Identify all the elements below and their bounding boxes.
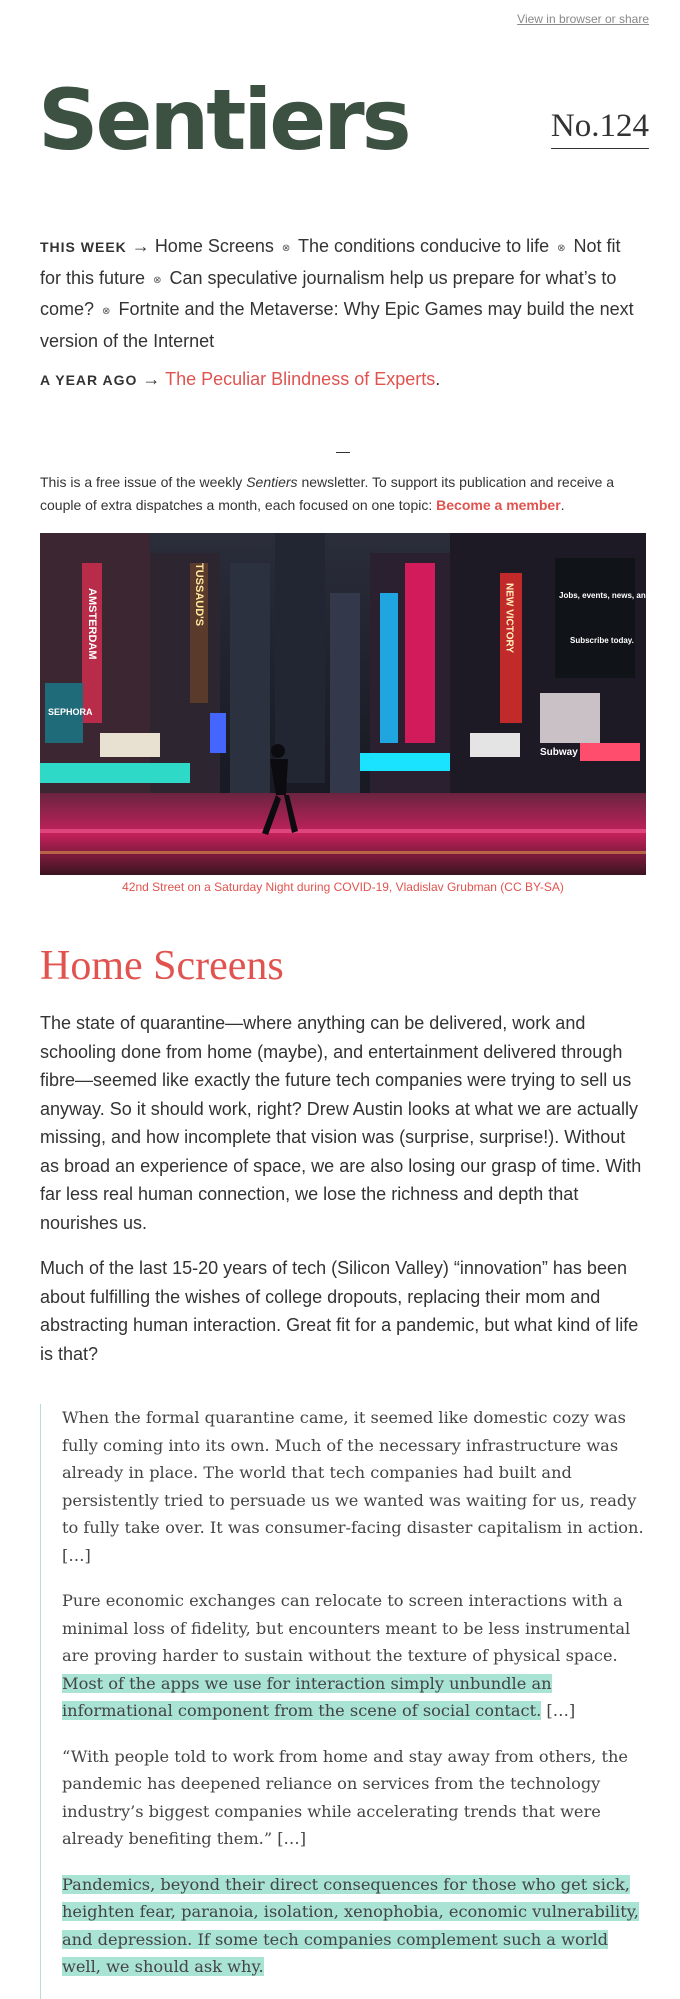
this-week-section xyxy=(40,232,646,355)
view-in-browser-link[interactable]: View in browser or share xyxy=(517,12,649,26)
this-week-label: THIS WEEK xyxy=(40,239,127,255)
sign-subway: Subway xyxy=(540,747,578,758)
free-issue-note xyxy=(40,471,650,516)
arrow-icon: → xyxy=(142,369,161,389)
toc-item[interactable]: Can speculative journalism help us prepare for what’s to come? xyxy=(40,267,617,319)
issue-number: No.124 xyxy=(551,108,649,149)
quote-paragraph: “With people told to work from home and stay away from others, the pandemic has deepened reliance on services from the technology industry’s biggest companies while accelerating trends that were already benefiting them.” […] xyxy=(62,1746,628,1848)
section-divider xyxy=(336,452,350,453)
year-ago-label: A YEAR AGO xyxy=(40,372,138,388)
quote-paragraph xyxy=(62,1871,646,1981)
quote-highlight: Most of the apps we use for interaction simply unbundle an informational component from the scene of social contact. xyxy=(62,1673,552,1720)
separator-icon: ⊗ xyxy=(557,243,566,254)
toc-item[interactable]: The conditions conducive to life xyxy=(297,236,550,256)
toc-item[interactable]: Fortnite and the Metaverse: Why Epic Games may build the next version of the Internet xyxy=(40,299,634,351)
period: . xyxy=(435,369,441,389)
sign-tussauds: TUSSAUD'S xyxy=(193,563,205,627)
arrow-icon: → xyxy=(131,236,150,256)
toc-item[interactable]: Not fit for this future xyxy=(40,236,621,288)
sign-new-victory: NEW VICTORY xyxy=(503,583,515,654)
sentiers-logo[interactable]: Sentiers xyxy=(38,71,409,169)
note-italic: Sentiers xyxy=(246,474,298,490)
article-paragraph: Much of the last 15-20 years of tech (Silicon Valley) “innovation” has been about fulfilling the wishes of college dropouts, replacing their mom and abstracting human interaction. Great fit for a pandemic, but what kind of life is that? xyxy=(40,1258,639,1364)
year-ago-link[interactable]: The Peculiar Blindness of Experts xyxy=(165,369,436,389)
note-text: newsletter. To support its publication and receive a couple of extra dispatches a month, each focused on one topic: xyxy=(40,474,615,513)
quote-text: Pure economic exchanges can relocate to screen interactions with a minimal loss of fidelity, but encounters meant to be less instrumental are proving harder to sustain without the texture of physical space. xyxy=(62,1591,631,1665)
separator-icon: ⊗ xyxy=(102,306,111,317)
quote-paragraph xyxy=(62,1587,646,1725)
separator-icon: ⊗ xyxy=(153,274,162,286)
separator-icon: ⊗ xyxy=(281,243,291,254)
sign-jobs: Jobs, events, news, and more! xyxy=(559,591,676,600)
period: . xyxy=(560,496,565,513)
quote-highlight: Pandemics, beyond their direct consequences for those who get sick, heighten fear, paranoia, isolation, xenophobia, economic vulnerability, and depression. If some tech companies complement such a world well, we should ask why. xyxy=(62,1874,639,1976)
note-text: This is a free issue of the weekly xyxy=(40,474,247,490)
article-paragraph: The state of quarantine—where anything can be delivered, work and schooling done from home (maybe), and entertainment delivered through fibre—seemed like exactly the future tech companies were trying to sell us anyway. So it should work, right? Drew Austin looks at what we are actually missing, and how incomplete that vision was (surprise, surprise!). Without as broad an experience of space, we are also losing our grasp of time. With far less real human connection, we lose the richness and depth that nourishes us. xyxy=(40,1013,642,1233)
hero-photo xyxy=(40,533,676,875)
article-title: Home Screens xyxy=(40,943,284,989)
hero-caption: 42nd Street on a Saturday Night during COVID-19, Vladislav Grubman (CC BY-SA) xyxy=(122,880,564,894)
toc-item[interactable]: Home Screens xyxy=(154,236,274,256)
sign-subscribe: Subscribe today. xyxy=(570,636,634,645)
year-ago-section xyxy=(40,365,646,395)
hero-image xyxy=(40,533,676,875)
blockquote xyxy=(40,1404,646,1999)
quote-text: […] xyxy=(541,1701,576,1720)
quote-paragraph: When the formal quarantine came, it seemed like domestic cozy was fully coming into its own. Much of the necessary infrastructure was already in place. The world that tech companies had built and persistently tried to persuade us we wanted was waiting for us, ready to fully take over. It was consumer-facing disaster capitalism in action. […] xyxy=(62,1408,644,1565)
become-member-link[interactable]: Become a member xyxy=(436,496,561,513)
sign-sephora: SEPHORA xyxy=(48,707,93,717)
sign-amsterdam: AMSTERDAM xyxy=(86,588,98,660)
